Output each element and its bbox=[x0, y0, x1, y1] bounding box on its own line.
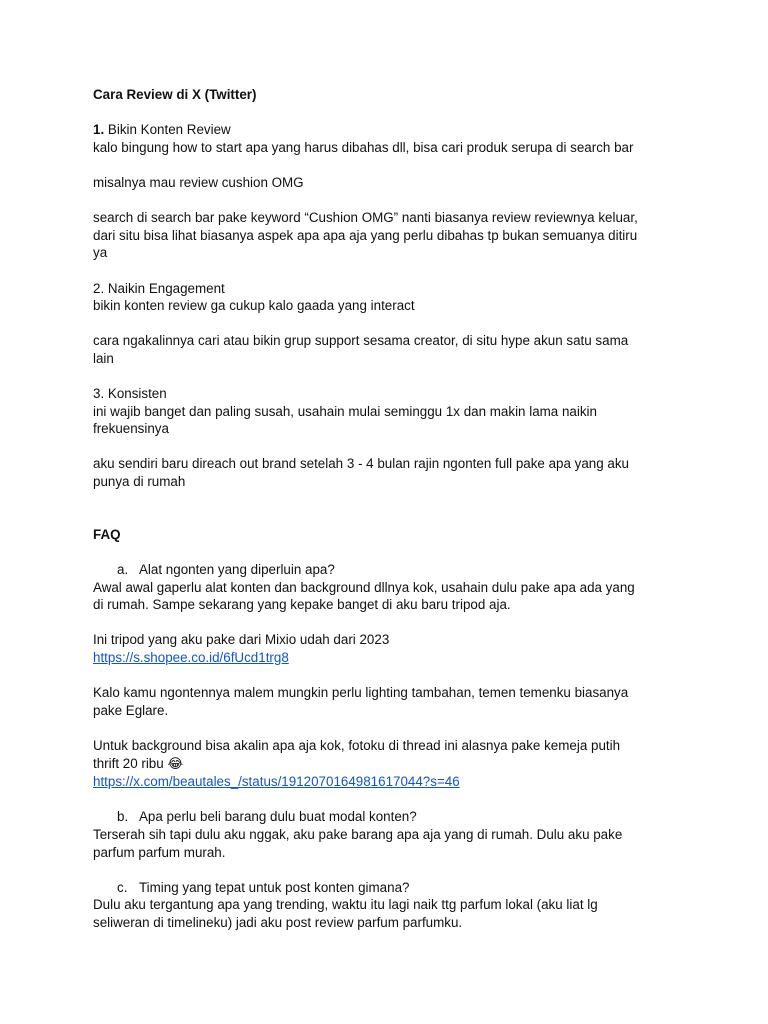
faq-answer-link-row bbox=[93, 773, 683, 791]
section-1-text: dari situ bisa lihat biasanya aspek apa apa aja yang perlu dibahas tp bukan semuanya ditiru bbox=[93, 227, 638, 243]
shopee-tripod-link[interactable]: https://s.shopee.co.id/6fUcd1trg8 bbox=[93, 650, 289, 665]
section-1-number: 1. bbox=[93, 122, 105, 138]
faq-answer-text: di rumah. Sampe sekarang yang kepake banget di aku baru tripod aja. bbox=[93, 597, 511, 613]
faq-answer-text: Awal awal gaperlu alat konten dan background dllnya kok, usahain dulu pake apa ada yang bbox=[93, 579, 635, 595]
faq-answer-link-row bbox=[93, 649, 683, 667]
spacer bbox=[93, 719, 683, 737]
faq-answer-text: Terserah sih tapi dulu aku nggak, aku pake barang apa aja yang di rumah. Dulu aku pake bbox=[93, 826, 623, 842]
spacer bbox=[93, 368, 683, 386]
x-thread-link[interactable]: https://x.com/beautales_/status/1912070164981617044?s=46 bbox=[93, 774, 460, 790]
spacer bbox=[93, 508, 683, 526]
spacer bbox=[93, 156, 683, 174]
faq-question-text: Apa perlu beli barang dulu buat modal konten? bbox=[139, 809, 417, 825]
section-1-text: search di search bar pake keyword “Cushion OMG” nanti biasanya review reviewnya keluar, bbox=[93, 210, 638, 226]
section-3-text: aku sendiri baru direach out brand setelah 3 - 4 bulan rajin ngonten full pake apa yang aku bbox=[93, 456, 629, 472]
laughing-emoji-icon: 😂 bbox=[167, 756, 184, 772]
section-2-text: bikin konten review ga cukup kalo gaada yang interact bbox=[93, 298, 415, 314]
spacer bbox=[93, 491, 683, 509]
faq-question-b bbox=[93, 808, 683, 826]
section-3-heading: 3. Konsisten bbox=[93, 386, 167, 402]
spacer bbox=[93, 861, 683, 879]
faq-answer-text: thrift 20 ribu bbox=[93, 755, 164, 771]
section-1-text: kalo bingung how to start apa yang harus dibahas dll, bisa cari produk serupa di search bar bbox=[93, 139, 634, 155]
faq-marker-b: b. bbox=[117, 809, 129, 825]
spacer bbox=[93, 315, 683, 333]
spacer bbox=[93, 543, 683, 561]
faq-answer-text: Untuk background bisa akalin apa aja kok, fotoku di thread ini alasnya pake kemeja putih bbox=[93, 737, 621, 753]
section-3-text: punya di rumah bbox=[93, 474, 186, 490]
faq-question-c bbox=[93, 879, 683, 897]
spacer bbox=[93, 667, 683, 685]
faq-answer-line bbox=[93, 755, 683, 774]
faq-answer-text: Dulu aku tergantung apa yang trending, waktu itu lagi naik ttg parfum lokal (aku liat lg bbox=[93, 897, 598, 913]
spacer bbox=[93, 791, 683, 809]
faq-marker-c: c. bbox=[117, 879, 128, 895]
faq-marker-a: a. bbox=[117, 562, 129, 578]
section-1-text: ya bbox=[93, 245, 108, 261]
section-3-text: frekuensinya bbox=[93, 421, 169, 437]
faq-answer-text: Ini tripod yang aku pake dari Mixio udah dari 2023 bbox=[93, 632, 390, 648]
spacer bbox=[93, 192, 683, 210]
faq-answer-text: Kalo kamu ngontennya malem mungkin perlu lighting tambahan, temen temenku biasanya bbox=[93, 685, 629, 701]
spacer bbox=[93, 614, 683, 632]
faq-answer-text: seliweran di timelineku) jadi aku post review parfum parfumku. bbox=[93, 914, 463, 930]
section-2-heading: 2. Naikin Engagement bbox=[93, 280, 225, 296]
spacer bbox=[93, 438, 683, 456]
section-3-text: ini wajib banget dan paling susah, usahain mulai seminggu 1x dan makin lama naikin bbox=[93, 403, 597, 419]
faq-heading: FAQ bbox=[93, 526, 121, 542]
faq-question-text: Alat ngonten yang diperluin apa? bbox=[139, 562, 335, 578]
section-1-heading bbox=[93, 121, 683, 139]
document-page bbox=[93, 86, 683, 932]
section-1-title: Bikin Konten Review bbox=[107, 122, 231, 138]
section-2-text: cara ngakalinnya cari atau bikin grup support sesama creator, di situ hype akun satu sama bbox=[93, 333, 629, 349]
document-title: Cara Review di X (Twitter) bbox=[93, 87, 257, 102]
section-2-text: lain bbox=[93, 350, 114, 366]
faq-question-text: Timing yang tepat untuk post konten gimana? bbox=[139, 879, 410, 895]
faq-question-a bbox=[93, 561, 683, 579]
faq-answer-text: parfum parfum murah. bbox=[93, 844, 226, 860]
faq-answer-text: pake Eglare. bbox=[93, 702, 169, 718]
spacer bbox=[93, 262, 683, 280]
spacer bbox=[93, 104, 683, 122]
section-1-text: misalnya mau review cushion OMG bbox=[93, 174, 304, 190]
